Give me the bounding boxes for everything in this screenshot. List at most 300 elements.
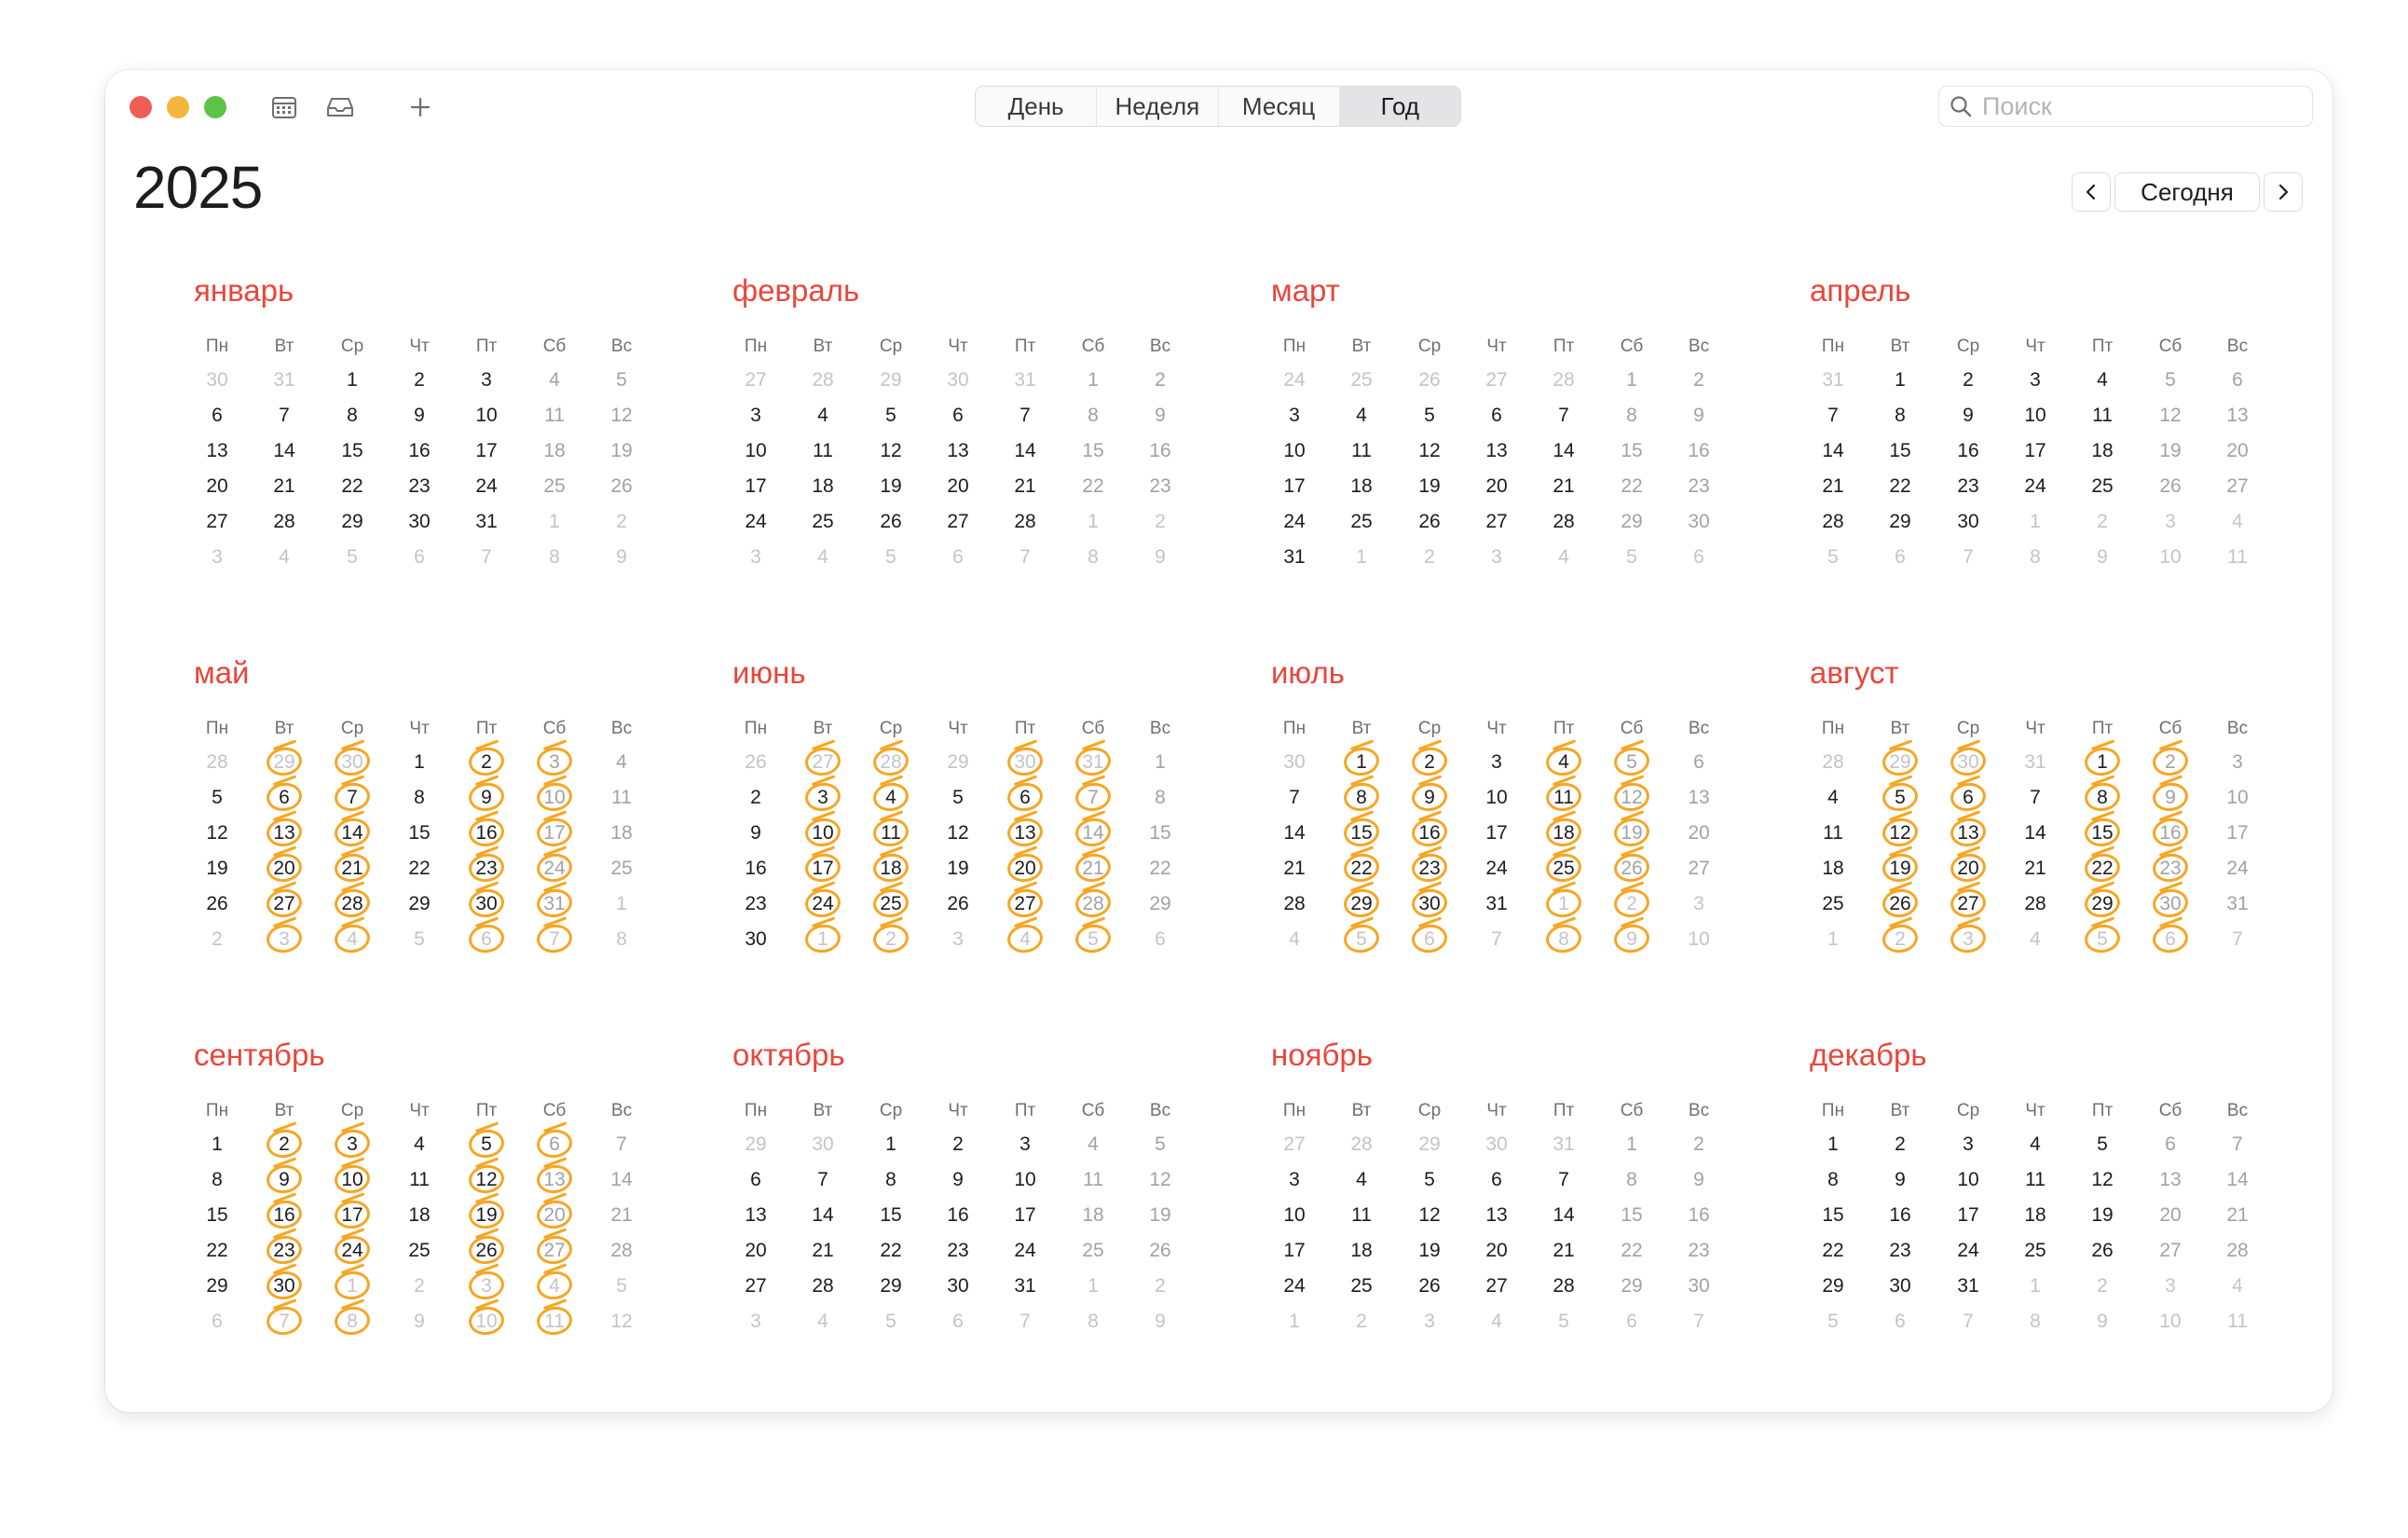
calendar-day[interactable]: 24 [2226,858,2249,879]
calendar-day[interactable]: 27 [1485,1275,1508,1297]
calendar-day[interactable]: 9 [414,1311,425,1332]
calendar-day[interactable]: 30 [468,891,505,917]
calendar-day[interactable]: 24 [1283,511,1306,532]
calendar-day[interactable]: 25 [610,858,633,879]
calendar-day[interactable]: 20 [1006,856,1044,882]
calendar-day[interactable]: 29 [1621,1275,1643,1297]
calendar-day[interactable]: 10 [1485,787,1508,808]
calendar-day[interactable]: 1 [1545,891,1582,917]
calendar-day[interactable]: 4 [549,369,560,391]
calendar-day[interactable]: 18 [872,856,910,882]
calendar-day[interactable]: 26 [206,893,228,914]
calendar-day[interactable]: 16 [1688,440,1710,461]
calendar-day[interactable]: 16 [1688,1204,1710,1226]
calendar-day[interactable]: 27 [1950,891,1987,917]
calendar-day[interactable]: 2 [414,369,425,391]
calendar-day[interactable]: 12 [2091,1169,2114,1190]
calendar-day[interactable]: 18 [1082,1204,1104,1226]
calendar-day[interactable]: 30 [1688,511,1710,532]
month-name[interactable]: август [1810,655,1899,690]
calendar-day[interactable]: 1 [334,1273,371,1299]
calendar-day[interactable]: 6 [1895,546,1906,568]
calendar-day[interactable]: 21 [1553,475,1575,497]
calendar-day[interactable]: 4 [2232,511,2243,532]
calendar-day[interactable]: 26 [1149,1240,1171,1261]
calendar-day[interactable]: 14 [1074,820,1112,846]
calendar-day[interactable]: 19 [468,1202,505,1229]
calendar-day[interactable]: 6 [1491,1169,1502,1190]
calendar-day[interactable]: 8 [347,405,358,426]
calendar-day[interactable]: 6 [212,405,223,426]
calendar-day[interactable]: 7 [1491,928,1502,950]
calendar-day[interactable]: 3 [266,927,303,953]
calendar-day[interactable]: 17 [2024,440,2046,461]
calendar-day[interactable]: 28 [1822,751,1844,773]
calendar-day[interactable]: 8 [1626,1169,1637,1190]
calendar-day[interactable]: 10 [334,1167,371,1193]
calendar-day[interactable]: 17 [1957,1204,1979,1226]
calendar-day[interactable]: 12 [1418,1204,1441,1226]
calendar-day[interactable]: 11 [2025,1169,2045,1190]
calendar-day[interactable]: 17 [1014,1204,1036,1226]
calendar-day[interactable]: 19 [2091,1204,2114,1226]
calendar-day[interactable]: 7 [1963,1311,1974,1332]
calendar-day[interactable]: 1 [2030,1275,2041,1297]
calendar-day[interactable]: 20 [536,1202,573,1229]
calendar-day[interactable]: 3 [1963,1133,1974,1155]
calendar-day[interactable]: 28 [1350,1133,1373,1155]
calendar-day[interactable]: 5 [616,1275,627,1297]
calendar-day[interactable]: 19 [206,858,228,879]
calendar-day[interactable]: 5 [1626,546,1637,568]
calendar-day[interactable]: 30 [1957,511,1979,532]
calendar-day[interactable]: 25 [1082,1240,1104,1261]
calendar-day[interactable]: 10 [2159,546,2182,568]
calendar-day[interactable]: 7 [1963,546,1974,568]
calendar-day[interactable]: 2 [1356,1311,1367,1332]
calendar-day[interactable]: 14 [2024,822,2046,844]
calendar-day[interactable]: 7 [279,405,290,426]
calendar-day[interactable]: 30 [1688,1275,1710,1297]
calendar-day[interactable]: 8 [1155,787,1166,808]
calendar-day[interactable]: 29 [341,511,363,532]
calendar-day[interactable]: 18 [1822,858,1844,879]
calendar-day[interactable]: 21 [2024,858,2046,879]
calendar-day[interactable]: 11 [872,820,910,846]
calendar-day[interactable]: 9 [616,546,627,568]
calendar-day[interactable]: 13 [2226,405,2249,426]
calendar-day[interactable]: 15 [341,440,363,461]
calendar-day[interactable]: 11 [2227,546,2248,568]
calendar-day[interactable]: 24 [745,511,767,532]
calendar-day[interactable]: 19 [1613,820,1650,846]
calendar-day[interactable]: 28 [1553,369,1575,391]
calendar-day[interactable]: 15 [1621,440,1643,461]
calendar-day[interactable]: 15 [1822,1204,1844,1226]
calendar-day[interactable]: 27 [745,369,767,391]
calendar-day[interactable]: 29 [1822,1275,1844,1297]
calendar-day[interactable]: 6 [1626,1311,1637,1332]
calendar-day[interactable]: 21 [2226,1204,2249,1226]
calendar-day[interactable]: 24 [475,475,498,497]
calendar-day[interactable]: 29 [880,369,902,391]
calendar-day[interactable]: 7 [536,927,573,953]
month-name[interactable]: март [1271,273,1340,308]
calendar-day[interactable]: 5 [1558,1311,1569,1332]
calendar-day[interactable]: 20 [1950,856,1987,882]
calendar-day[interactable]: 15 [1149,822,1171,844]
calendar-day[interactable]: 31 [2024,751,2046,773]
calendar-day[interactable]: 30 [947,369,969,391]
calendar-day[interactable]: 28 [1014,511,1036,532]
calendar-day[interactable]: 23 [1889,1240,1911,1261]
calendar-day[interactable]: 11 [409,1169,430,1190]
calendar-day[interactable]: 30 [812,1133,834,1155]
tab-day[interactable]: День [976,87,1097,126]
month-name[interactable]: сентябрь [194,1037,325,1072]
calendar-day[interactable]: 28 [812,1275,834,1297]
calendar-day[interactable]: 11 [2092,405,2113,426]
calendar-day[interactable]: 6 [952,546,964,568]
calendar-day[interactable]: 28 [1074,891,1112,917]
calendar-day[interactable]: 6 [750,1169,761,1190]
calendar-day[interactable]: 26 [468,1238,505,1264]
calendar-day[interactable]: 22 [1621,475,1643,497]
calendar-day[interactable]: 30 [1006,749,1044,776]
calendar-day[interactable]: 5 [1424,405,1435,426]
calendar-day[interactable]: 30 [947,1275,969,1297]
calendar-day[interactable]: 8 [616,928,627,950]
calendar-day[interactable]: 17 [1283,1240,1306,1261]
calendar-day[interactable]: 22 [1889,475,1911,497]
calendar-day[interactable]: 14 [2226,1169,2249,1190]
calendar-day[interactable]: 5 [885,405,896,426]
calendar-day[interactable]: 31 [1553,1133,1575,1155]
calendar-day[interactable]: 6 [536,1132,573,1158]
calendar-day[interactable]: 8 [334,1309,371,1335]
month-name[interactable]: май [194,655,250,690]
calendar-day[interactable]: 22 [1621,1240,1643,1261]
calendar-day[interactable]: 1 [1343,749,1380,776]
calendar-day[interactable]: 4 [616,751,627,773]
calendar-day[interactable]: 25 [543,475,566,497]
calendar-day[interactable]: 7 [616,1133,627,1155]
calendar-day[interactable]: 7 [2232,928,2243,950]
calendar-day[interactable]: 1 [885,1133,896,1155]
calendar-day[interactable]: 27 [947,511,969,532]
calendar-day[interactable]: 12 [2159,405,2182,426]
calendar-day[interactable]: 27 [266,891,303,917]
calendar-day[interactable]: 22 [1822,1240,1844,1261]
calendar-day[interactable]: 4 [2030,1133,2041,1155]
calendar-day[interactable]: 29 [1889,511,1911,532]
calendar-day[interactable]: 2 [1693,369,1704,391]
calendar-day[interactable]: 2 [1881,927,1919,953]
calendar-day[interactable]: 28 [206,751,228,773]
calendar-day[interactable]: 8 [414,787,425,808]
calendar-day[interactable]: 10 [745,440,767,461]
calendar-day[interactable]: 12 [1418,440,1441,461]
calendar-day[interactable]: 5 [885,1311,896,1332]
calendar-day[interactable]: 21 [610,1204,633,1226]
calendar-day[interactable]: 5 [616,369,627,391]
calendar-day[interactable]: 17 [334,1202,371,1229]
calendar-day[interactable]: 2 [414,1275,425,1297]
calendar-day[interactable]: 10 [1957,1169,1979,1190]
calendar-day[interactable]: 23 [468,856,505,882]
calendar-day[interactable]: 17 [536,820,573,846]
calendar-day[interactable]: 25 [1350,369,1373,391]
calendar-day[interactable]: 30 [1411,891,1448,917]
calendar-day[interactable]: 24 [804,891,841,917]
calendar-day[interactable]: 16 [947,1204,969,1226]
calendar-day[interactable]: 30 [1889,1275,1911,1297]
calendar-day[interactable]: 31 [1485,893,1508,914]
calendar-day[interactable]: 29 [1343,891,1380,917]
calendar-day[interactable]: 31 [1014,1275,1036,1297]
calendar-day[interactable]: 26 [2091,1240,2114,1261]
calendar-day[interactable]: 4 [1088,1133,1099,1155]
calendar-day[interactable]: 11 [1545,785,1582,811]
calendar-day[interactable]: 16 [2152,820,2189,846]
calendar-day[interactable]: 3 [804,785,841,811]
calendar-day[interactable]: 2 [1613,891,1650,917]
calendar-day[interactable]: 9 [750,822,761,844]
calendar-day[interactable]: 29 [880,1275,902,1297]
calendar-day[interactable]: 24 [2024,475,2046,497]
calendar-day[interactable]: 1 [549,511,560,532]
calendar-day[interactable]: 2 [952,1133,964,1155]
calendar-day[interactable]: 5 [2097,1133,2108,1155]
calendar-day[interactable]: 1 [2084,749,2121,776]
calendar-day[interactable]: 12 [947,822,969,844]
tab-week[interactable]: Неделя [1097,87,1218,126]
month-name[interactable]: июль [1271,655,1345,690]
calendar-day[interactable]: 1 [1626,369,1637,391]
calendar-day[interactable]: 8 [212,1169,223,1190]
calendar-day[interactable]: 10 [1014,1169,1036,1190]
calendar-day[interactable]: 1 [1626,1133,1637,1155]
calendar-day[interactable]: 28 [334,891,371,917]
calendar-day[interactable]: 20 [206,475,228,497]
calendar-day[interactable]: 13 [1485,440,1508,461]
calendar-day[interactable]: 11 [611,787,632,808]
calendar-day[interactable]: 3 [2030,369,2041,391]
calendar-day[interactable]: 23 [266,1238,303,1264]
calendar-day[interactable]: 7 [1827,405,1839,426]
calendar-day[interactable]: 17 [804,856,841,882]
calendar-day[interactable]: 5 [1074,927,1112,953]
calendar-day[interactable]: 12 [1149,1169,1171,1190]
calendar-day[interactable]: 31 [2226,893,2249,914]
calendar-day[interactable]: 21 [1283,858,1306,879]
calendar-day[interactable]: 19 [1418,475,1441,497]
calendar-day[interactable]: 14 [273,440,295,461]
calendar-day[interactable]: 24 [1283,369,1306,391]
calendar-day[interactable]: 2 [1155,511,1166,532]
calendar-day[interactable]: 5 [1613,749,1650,776]
calendar-day[interactable]: 29 [1418,1133,1441,1155]
calendar-day[interactable]: 23 [947,1240,969,1261]
calendar-day[interactable]: 2 [1155,1275,1166,1297]
calendar-day[interactable]: 4 [536,1273,573,1299]
calendar-day[interactable]: 10 [2159,1311,2182,1332]
calendar-day[interactable]: 31 [1957,1275,1979,1297]
calendar-day[interactable]: 21 [812,1240,834,1261]
calendar-day[interactable]: 3 [2232,751,2243,773]
calendar-day[interactable]: 28 [1553,511,1575,532]
calendar-day[interactable]: 12 [1881,820,1919,846]
calendar-day[interactable]: 14 [1283,822,1306,844]
calendar-day[interactable]: 22 [1149,858,1171,879]
calendar-day[interactable]: 3 [468,1273,505,1299]
calendar-day[interactable]: 19 [947,858,969,879]
calendar-day[interactable]: 8 [2030,546,2041,568]
calendar-day[interactable]: 3 [1289,405,1300,426]
calendar-day[interactable]: 7 [1558,405,1569,426]
calendar-day[interactable]: 5 [1343,927,1380,953]
calendar-day[interactable]: 3 [334,1132,371,1158]
calendar-day[interactable]: 27 [536,1238,573,1264]
calendar-day[interactable]: 25 [872,891,910,917]
calendar-day[interactable]: 18 [2024,1204,2046,1226]
calendar-day[interactable]: 18 [408,1204,431,1226]
calendar-day[interactable]: 15 [1343,820,1380,846]
calendar-day[interactable]: 12 [206,822,228,844]
calendar-day[interactable]: 11 [813,440,833,461]
calendar-day[interactable]: 4 [1545,749,1582,776]
calendar-day[interactable]: 11 [1351,440,1372,461]
calendar-day[interactable]: 20 [1688,822,1710,844]
calendar-day[interactable]: 4 [2232,1275,2243,1297]
calendar-day[interactable]: 27 [1485,369,1508,391]
calendar-day[interactable]: 25 [1350,511,1373,532]
calendar-day[interactable]: 6 [1693,751,1704,773]
calendar-day[interactable]: 1 [804,927,841,953]
calendar-day[interactable]: 20 [266,856,303,882]
calendar-day[interactable]: 9 [2097,1311,2108,1332]
calendar-day[interactable]: 11 [536,1309,573,1335]
calendar-day[interactable]: 13 [2159,1169,2182,1190]
calendar-day[interactable]: 20 [2159,1204,2182,1226]
calendar-day[interactable]: 10 [804,820,841,846]
calendar-day[interactable]: 27 [745,1275,767,1297]
calendar-day[interactable]: 2 [1895,1133,1906,1155]
calendar-day[interactable]: 4 [279,546,290,568]
calendar-day[interactable]: 22 [206,1240,228,1261]
calendar-day[interactable]: 17 [475,440,498,461]
calendar-day[interactable]: 4 [334,927,371,953]
calendar-day[interactable]: 1 [1895,369,1906,391]
calendar-day[interactable]: 1 [1088,369,1099,391]
calendar-day[interactable]: 21 [1014,475,1036,497]
calendar-day[interactable]: 7 [481,546,492,568]
calendar-day[interactable]: 12 [610,1311,633,1332]
calendar-day[interactable]: 23 [408,475,431,497]
calendar-day[interactable]: 28 [1283,893,1306,914]
calendar-day[interactable]: 13 [745,1204,767,1226]
calendar-day[interactable]: 13 [536,1167,573,1193]
calendar-day[interactable]: 20 [745,1240,767,1261]
calendar-day[interactable]: 3 [1491,546,1502,568]
calendar-day[interactable]: 8 [1088,546,1099,568]
calendar-day[interactable]: 25 [2024,1240,2046,1261]
calendar-day[interactable]: 10 [2226,787,2249,808]
calendar-day[interactable]: 15 [1889,440,1911,461]
calendar-day[interactable]: 26 [2159,475,2182,497]
calendar-day[interactable]: 10 [1283,1204,1306,1226]
calendar-day[interactable]: 11 [1351,1204,1372,1226]
calendar-day[interactable]: 7 [1558,1169,1569,1190]
calendar-day[interactable]: 23 [1149,475,1171,497]
calendar-day[interactable]: 23 [2152,856,2189,882]
calendar-day[interactable]: 23 [1688,475,1710,497]
calendar-day[interactable]: 13 [206,440,228,461]
calendar-day[interactable]: 5 [2165,369,2176,391]
calendar-day[interactable]: 22 [408,858,431,879]
calendar-day[interactable]: 26 [610,475,633,497]
calendar-day[interactable]: 3 [750,546,761,568]
calendar-day[interactable]: 30 [1283,751,1306,773]
calendar-day[interactable]: 24 [1014,1240,1036,1261]
calendar-day[interactable]: 6 [1006,785,1044,811]
calendar-day[interactable]: 30 [206,369,228,391]
calendar-day[interactable]: 25 [1545,856,1582,882]
calendar-day[interactable]: 19 [610,440,633,461]
calendar-day[interactable]: 4 [1289,928,1300,950]
calendar-day[interactable]: 30 [2152,891,2189,917]
month-name[interactable]: февраль [732,273,860,308]
calendar-day[interactable]: 15 [408,822,431,844]
calendar-day[interactable]: 17 [1485,822,1508,844]
calendar-day[interactable]: 29 [408,893,431,914]
calendar-day[interactable]: 30 [1485,1133,1508,1155]
calendar-day[interactable]: 25 [408,1240,431,1261]
calendar-day[interactable]: 16 [1889,1204,1911,1226]
calendar-day[interactable]: 3 [481,369,492,391]
calendar-day[interactable]: 18 [1350,475,1373,497]
calendar-day[interactable]: 2 [468,749,505,776]
calendar-day[interactable]: 13 [266,820,303,846]
calendar-day[interactable]: 9 [952,1169,964,1190]
calendar-day[interactable]: 1 [1088,1275,1099,1297]
calendar-day[interactable]: 31 [1822,369,1844,391]
calendar-day[interactable]: 20 [1485,475,1508,497]
calendar-day[interactable]: 4 [817,405,828,426]
calendar-day[interactable]: 7 [1019,405,1031,426]
calendar-day[interactable]: 8 [1895,405,1906,426]
calendar-day[interactable]: 24 [334,1238,371,1264]
calendar-day[interactable]: 3 [952,928,964,950]
calendar-day[interactable]: 31 [536,891,573,917]
calendar-day[interactable]: 9 [1155,546,1166,568]
calendar-day[interactable]: 16 [1957,440,1979,461]
calendar-day[interactable]: 5 [1881,785,1919,811]
calendar-day[interactable]: 19 [2159,440,2182,461]
today-button[interactable]: Сегодня [2114,172,2260,212]
calendar-day[interactable]: 10 [536,785,573,811]
calendar-day[interactable]: 19 [1418,1240,1441,1261]
calendar-day[interactable]: 14 [1822,440,1844,461]
calendar-day[interactable]: 24 [1957,1240,1979,1261]
calendar-day[interactable]: 14 [610,1169,633,1190]
calendar-day[interactable]: 22 [1343,856,1380,882]
calendar-day[interactable]: 9 [2097,546,2108,568]
calendar-day[interactable]: 18 [812,475,834,497]
calendar-day[interactable]: 13 [1006,820,1044,846]
calendar-day[interactable]: 1 [1827,928,1839,950]
calendar-day[interactable]: 4 [817,546,828,568]
